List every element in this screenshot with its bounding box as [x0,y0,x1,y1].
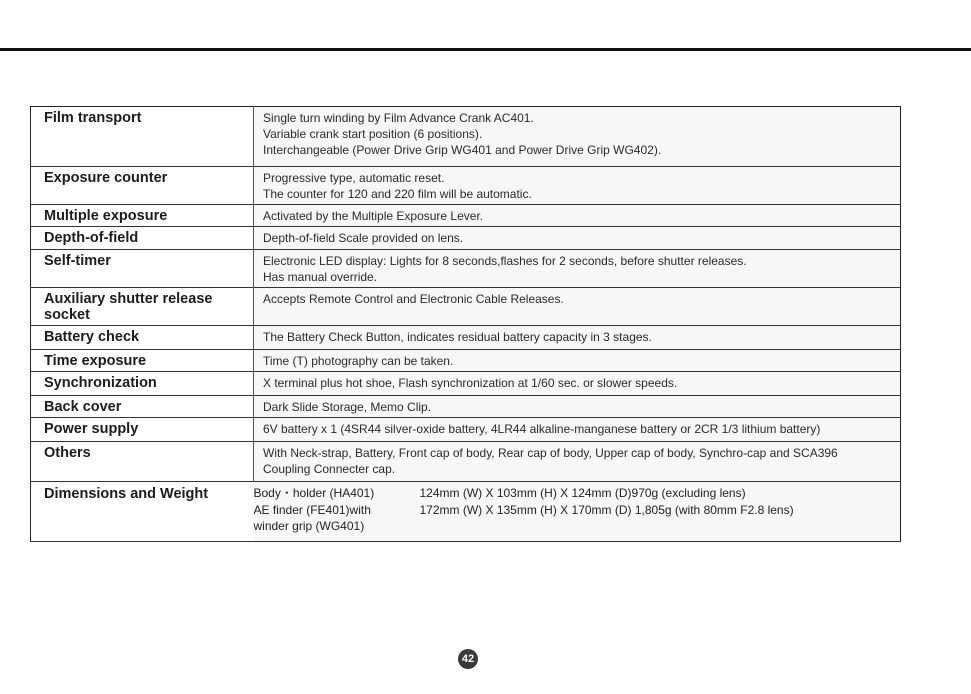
spec-row [31,350,901,372]
spec-row [31,396,901,418]
spec-value-line: Dark Slide Storage, Memo Clip. [263,400,432,414]
spec-value-line: Variable crank start position (6 positions). [263,127,483,141]
spec-label: Battery check [31,326,254,350]
spec-value [254,227,901,250]
dimensions-ae-finder-value: 172mm (W) X 135mm (H) X 170mm (D) 1,805g (with 80mm F2.8 lens) [419,502,794,517]
spec-label: Synchronization [31,372,254,396]
spec-row [31,167,901,205]
dimensions-body-holder-value: 124mm (W) X 103mm (H) X 124mm (D)970g (excluding lens) [419,486,746,500]
dimensions-value [254,482,901,542]
spec-row [31,372,901,396]
spec-value [254,442,901,482]
spec-value-line: Electronic LED display: Lights for 8 seconds,flashes for 2 seconds, before shutter releases. [263,254,747,268]
spec-value [254,167,901,205]
spec-value-line: Progressive type, automatic reset. [263,171,445,185]
specifications-body [31,107,901,482]
spec-label: Depth-of-field [31,227,254,250]
specifications-table [30,106,901,542]
spec-row [31,442,901,482]
spec-value-line: Activated by the Multiple Exposure Lever. [263,209,484,223]
spec-value-line: Accepts Remote Control and Electronic Cable Releases. [263,292,564,306]
spec-label: Self-timer [31,250,254,288]
spec-label: Others [31,442,254,482]
spec-value [254,107,901,167]
dimensions-row [31,482,901,542]
top-divider [0,48,971,51]
spec-row [31,205,901,227]
dimensions-body-holder: Body・holder (HA401) [253,486,375,500]
spec-value-line: Interchangeable (Power Drive Grip WG401 and Power Drive Grip WG402). [263,143,662,157]
spec-label: Exposure counter [31,167,254,205]
spec-value-line: The Battery Check Button, indicates residual battery capacity in 3 stages. [263,330,652,344]
dimensions-label: Dimensions and Weight [44,486,209,502]
spec-value [254,372,901,396]
dimensions-ae-finder: AE finder (FE401)with [253,502,371,517]
spec-row [31,227,901,250]
page-number-badge: 42 [458,649,478,669]
spec-row [31,250,901,288]
spec-value-line: Coupling Connecter cap. [263,462,396,476]
spec-value [254,350,901,372]
spec-value [254,326,901,350]
spec-row [31,418,901,442]
spec-label: Time exposure [31,350,254,372]
dimensions-winder-grip: winder grip (WG401) [253,519,365,533]
spec-value-line: 6V battery x 1 (4SR44 silver-oxide battery, 4LR44 alkaline-manganese battery or 2CR 1/3 lithium battery) [263,422,821,436]
spec-label: Back cover [31,396,254,418]
spec-value-line: The counter for 120 and 220 film will be automatic. [263,187,532,201]
spec-value [254,396,901,418]
spec-row [31,288,901,326]
spec-value-line: Depth-of-field Scale provided on lens. [263,231,464,245]
spec-value [254,418,901,442]
spec-row [31,107,901,167]
spec-value [254,250,901,288]
spec-value-line: With Neck-strap, Battery, Front cap of body, Rear cap of body, Upper cap of body, Synchro-cap and SCA396 [263,446,838,460]
spec-value [254,205,901,227]
spec-label: Film transport [31,107,254,167]
spec-label: Auxiliary shutter release socket [31,288,254,326]
spec-value-line: Has manual override. [263,270,378,284]
spec-value [254,288,901,326]
spec-value-line: X terminal plus hot shoe, Flash synchronization at 1/60 sec. or slower speeds. [263,376,678,390]
spec-value-line: Time (T) photography can be taken. [263,354,454,368]
spec-row [31,326,901,350]
spec-label: Multiple exposure [31,205,254,227]
spec-label: Power supply [31,418,254,442]
spec-value-line: Single turn winding by Film Advance Crank AC401. [263,111,534,125]
